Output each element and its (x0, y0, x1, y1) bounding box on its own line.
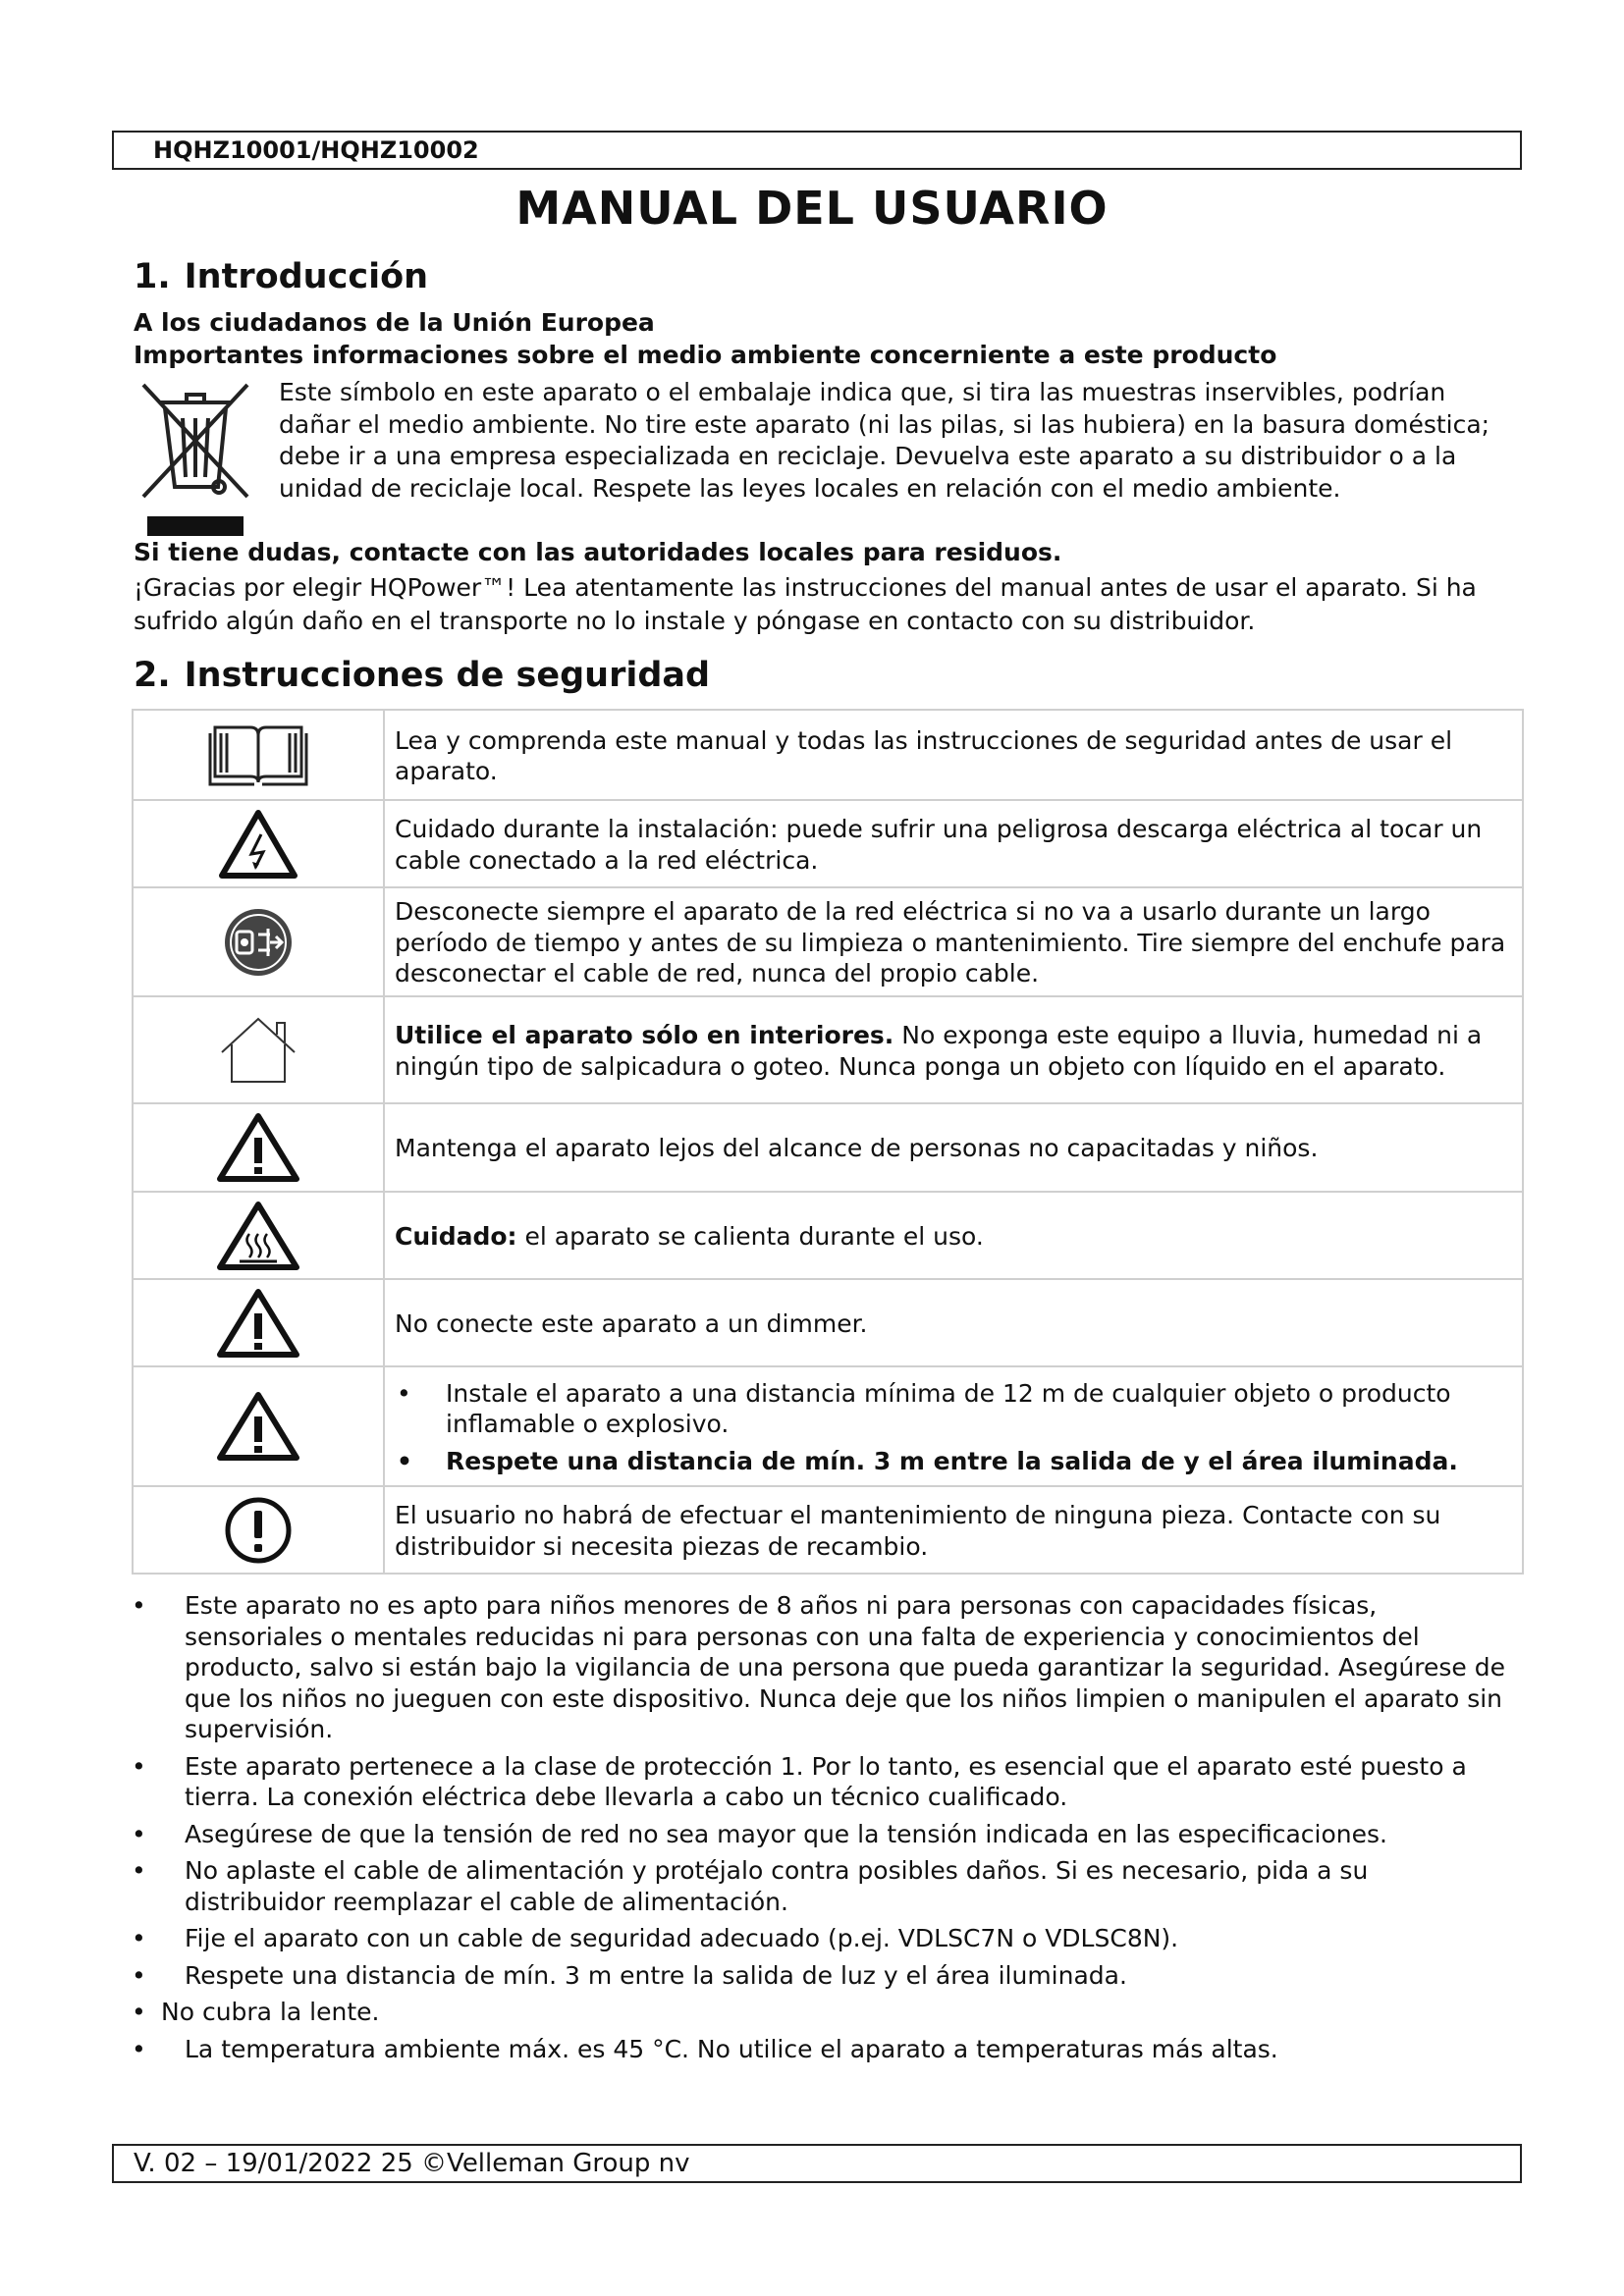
safety-text-rest: el aparato se calienta durante el uso. (516, 1221, 984, 1251)
safety-text-rest: No exponga este equipo a lluvia, humedad ni a ningún tipo de salpicadura o goteo. Nunca ponga un objeto con líquido en el aparato. (395, 1021, 1483, 1081)
warning-icon (214, 1110, 302, 1185)
doubts-notice: Si tiene dudas, contacte con las autoridades locales para residuos. (134, 538, 1062, 566)
bullet-item: • Respete una distancia de mín. 3 m entre la salida de luz y el área iluminada. (132, 1960, 1516, 1992)
safety-text: Mantenga el aparato lejos del alcance de personas no capacitadas y niños. (384, 1103, 1523, 1192)
bullet-item: • Asegúrese de que la tensión de red no sea mayor que la tensión indicada en las especificaciones. (132, 1819, 1516, 1850)
safety-row (133, 710, 1523, 800)
safety-text: El usuario no habrá de efectuar el mantenimiento de ninguna pieza. Contacte con su distribuidor si necesita piezas de recambio. (384, 1486, 1523, 1574)
thanks-paragraph: ¡Gracias por elegir HQPower™! Lea atentamente las instrucciones del manual antes de usar el aparato. Si ha sufrido algún daño en el transporte no lo instale y póngase en contacto con su distribuidor. (134, 573, 1477, 635)
safety-list-item: • Respete una distancia de mín. 3 m entre la salida de y el área iluminada. (395, 1446, 1510, 1477)
warning-icon (214, 1286, 302, 1361)
hot-surface-warning-icon (214, 1199, 302, 1273)
model-number: HQHZ10001/HQHZ10002 (153, 136, 479, 164)
safety-row (133, 1486, 1523, 1574)
safety-row (133, 1279, 1523, 1366)
safety-row (133, 996, 1523, 1103)
document-footer (112, 2144, 1522, 2183)
unplug-icon (221, 905, 296, 980)
section-2-title: Instrucciones de seguridad (184, 656, 711, 695)
bullet-item: • Fije el aparato con un cable de seguridad adecuado (p.ej. VDLSC7N o VDLSC8N). (132, 1923, 1516, 1954)
section-2-number: 2. (134, 656, 171, 695)
bullet-item: • Este aparato pertenece a la clase de protección 1. Por lo tanto, es esencial que el aparato esté puesto a tierra. La conexión eléctrica debe llevarla a cabo un técnico cualificado. (132, 1751, 1516, 1813)
safety-row (133, 1103, 1523, 1192)
safety-text (384, 996, 1523, 1103)
safety-text: Cuidado durante la instalación: puede sufrir una peligrosa descarga eléctrica al tocar un cable conectado a la red eléctrica. (384, 800, 1523, 887)
bullet-item: • No aplaste el cable de alimentación y protéjalo contra posibles daños. Si es necesario, pida a su distribuidor reemplazar el cable de alimentación. (132, 1855, 1516, 1917)
safety-text: Lea y comprenda este manual y todas las instrucciones de seguridad antes de usar el aparato. (384, 710, 1523, 800)
section-2-heading (134, 656, 710, 695)
bullet-item: • No cubra la lente. (132, 1997, 1516, 2028)
safety-row (133, 1192, 1523, 1279)
safety-text-bold: Utilice el aparato sólo en interiores. (395, 1021, 894, 1049)
page-title: MANUAL DEL USUARIO (515, 182, 1109, 235)
safety-text: Desconecte siempre el aparato de la red eléctrica si no va a usarlo durante un largo período de tiempo y antes de su limpieza o mantenimiento. Tire siempre del enchufe para desconectar el cable de red, nunca del propio cable. (384, 887, 1523, 996)
safety-list (395, 1378, 1510, 1477)
footer-text: V. 02 – 19/01/2022 25 ©Velleman Group nv (134, 2149, 690, 2178)
book-icon (207, 720, 309, 790)
safety-row (133, 800, 1523, 887)
electric-shock-warning-icon (218, 809, 298, 880)
section-1-title: Introducción (184, 257, 429, 296)
safety-text: No conecte este aparato a un dimmer. (384, 1279, 1523, 1366)
safety-list-item: • Instale el aparato a una distancia mínima de 12 m de cualquier objeto o producto inflamable o explosivo. (395, 1378, 1510, 1440)
safety-row (133, 887, 1523, 996)
exclamation-circle-icon (223, 1495, 294, 1566)
safety-bullet-list (132, 1590, 1516, 2070)
safety-table (132, 709, 1524, 1575)
safety-text (384, 1192, 1523, 1279)
crossed-out-wheelie-bin-icon (137, 377, 253, 538)
indoor-house-icon (216, 1013, 300, 1088)
eu-heading: A los ciudadanos de la Unión Europea (134, 308, 655, 337)
weee-description: Este símbolo en este aparato o el embalaje indica que, si tira las muestras inservibles, podrían dañar el medio ambiente. No tire este aparato (ni las pilas, si las hubiera) en la basura doméstica; debe ir a una empresa especializada en reciclaje. Devuelva este aparato a su distribuidor o a la unidad de reciclaje local. Respete las leyes locales en relación con el medio ambiente. (279, 378, 1490, 503)
safety-row (133, 1366, 1523, 1486)
warning-icon (214, 1389, 302, 1464)
bullet-item: • Este aparato no es apto para niños menores de 8 años ni para personas con capacidades físicas, sensoriales o mentales reducidas ni para personas con una falta de experiencia y conocimientos del producto, salvo si están bajo la vigilancia de una persona que pueda garantizar la seguridad. Asegúrese de que los niños no jueguen con este dispositivo. Nunca deje que los niños limpien o manipulen el aparato sin supervisión. (132, 1590, 1516, 1745)
document-header (112, 131, 1522, 170)
section-1-heading (134, 257, 428, 296)
section-1-number: 1. (134, 257, 171, 296)
safety-text-bold: Cuidado: (395, 1221, 517, 1251)
environment-heading: Importantes informaciones sobre el medio ambiente concerniente a este producto (134, 341, 1277, 369)
bullet-item: • La temperatura ambiente máx. es 45 °C. No utilice el aparato a temperaturas más altas. (132, 2034, 1516, 2065)
